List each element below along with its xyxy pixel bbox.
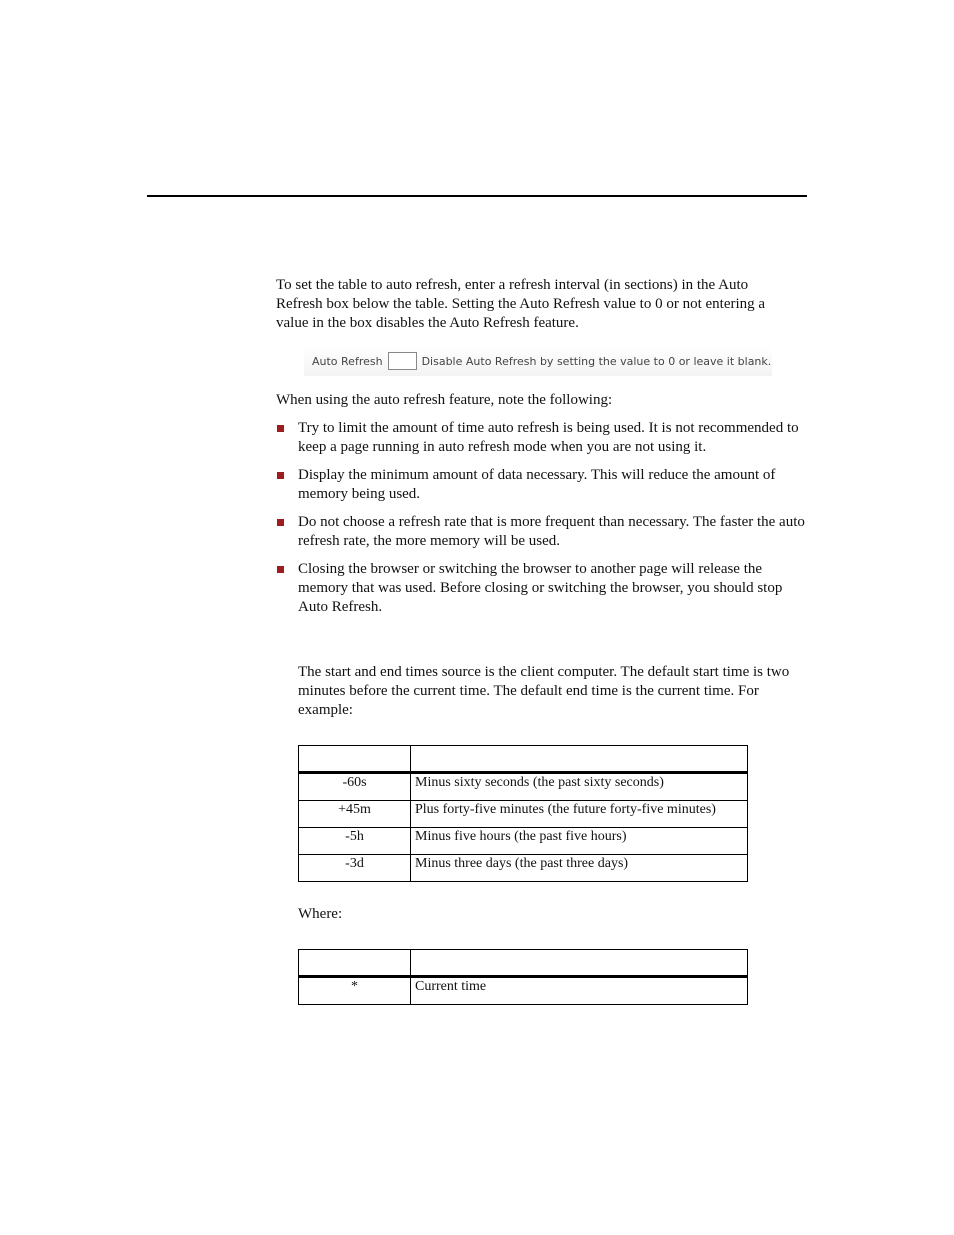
table-cell: * bbox=[299, 977, 411, 1005]
table-cell: Minus sixty seconds (the past sixty seconds) bbox=[411, 773, 748, 801]
table-cell: +45m bbox=[299, 801, 411, 828]
bullet-square-icon bbox=[277, 425, 284, 432]
table-row bbox=[299, 855, 748, 882]
table-cell: -3d bbox=[299, 855, 411, 882]
table-row bbox=[299, 977, 748, 1005]
table-header-cell bbox=[411, 950, 748, 977]
table-cell: Plus forty-five minutes (the future forty-five minutes) bbox=[411, 801, 748, 828]
table-cell: Minus three days (the past three days) bbox=[411, 855, 748, 882]
table-header-row bbox=[299, 746, 748, 773]
table-cell: Minus five hours (the past five hours) bbox=[411, 828, 748, 855]
bullet-square-icon bbox=[277, 566, 284, 573]
list-item: Try to limit the amount of time auto refresh is being used. It is not recommended to keep a page running in auto refresh mode when you are not using it. bbox=[276, 419, 810, 457]
table-row bbox=[299, 828, 748, 855]
header-rule bbox=[147, 195, 807, 197]
time-examples-table bbox=[298, 745, 748, 882]
table-cell: Current time bbox=[411, 977, 748, 1005]
symbol-table bbox=[298, 949, 748, 1005]
intro-paragraph: To set the table to auto refresh, enter a refresh interval (in sections) in the Auto Refresh box below the table. Setting the Auto Refresh value to 0 or not entering a value in the box disables the Auto Refresh feature. bbox=[276, 277, 766, 331]
table-header-cell bbox=[411, 746, 748, 773]
list-item: Closing the browser or switching the browser to another page will release the memory that was used. Before closing or switching the browser, you should stop Auto Refresh. bbox=[276, 560, 810, 617]
where-label: Where: bbox=[298, 906, 343, 922]
bullet-square-icon bbox=[277, 519, 284, 526]
auto-refresh-label: Auto Refresh bbox=[312, 354, 383, 368]
table-row bbox=[299, 773, 748, 801]
table-header-cell bbox=[299, 746, 411, 773]
list-item: Display the minimum amount of data necessary. This will reduce the amount of memory being used. bbox=[276, 466, 810, 504]
time-source-paragraph: The start and end times source is the client computer. The default start time is two minutes before the current time. The default end time is the current time. For example: bbox=[298, 664, 790, 718]
notes-list bbox=[276, 419, 810, 626]
auto-refresh-input[interactable] bbox=[388, 352, 417, 370]
list-item: Do not choose a refresh rate that is more frequent than necessary. The faster the auto refresh rate, the more memory will be used. bbox=[276, 513, 810, 551]
lead-paragraph: When using the auto refresh feature, note the following: bbox=[276, 392, 613, 408]
bullet-square-icon bbox=[277, 472, 284, 479]
auto-refresh-hint: Disable Auto Refresh by setting the value to 0 or leave it blank. bbox=[421, 354, 772, 368]
table-row bbox=[299, 801, 748, 828]
table-cell: -5h bbox=[299, 828, 411, 855]
auto-refresh-screenshot bbox=[304, 346, 772, 376]
table-cell: -60s bbox=[299, 773, 411, 801]
table-header-row bbox=[299, 950, 748, 977]
table-header-cell bbox=[299, 950, 411, 977]
